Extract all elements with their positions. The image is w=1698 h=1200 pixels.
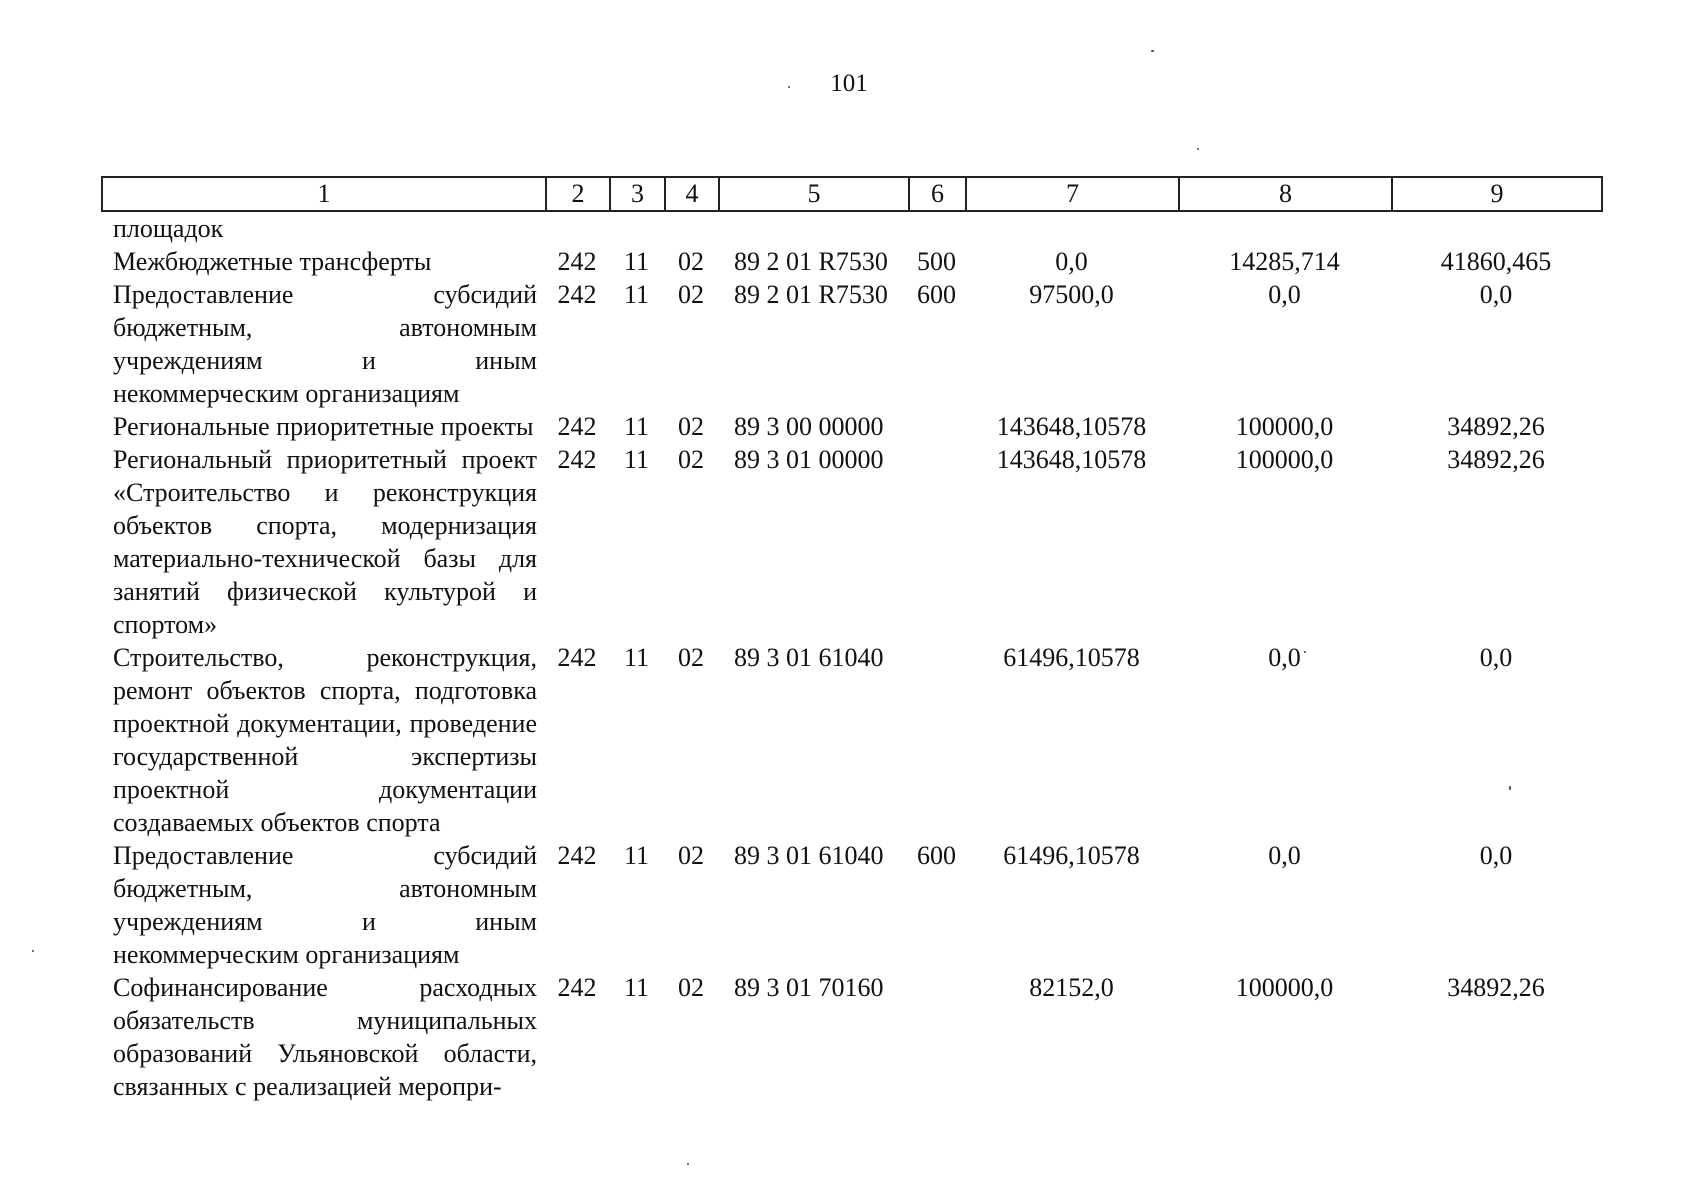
column-header: 7 [966,177,1179,211]
table-row [101,641,1601,839]
row-amount-cell: 41860,465 [1440,247,1552,276]
row-section-cell: 11 [623,643,650,672]
row-amount-cell: 100000,0 [1235,412,1334,441]
row-expense-type-cell: 600 [917,280,956,309]
table-row [101,410,1601,443]
column-header: 2 [546,177,610,211]
table-row [101,443,1601,641]
column-header-row [102,177,1602,211]
row-target-article-cell: 89 3 01 61040 [734,643,884,672]
row-code-cell: 242 [557,445,597,474]
row-expense-type-cell [908,410,965,443]
row-amount-cell: 0,0 [1268,643,1301,672]
row-subsection-cell [664,212,718,245]
row-name-cell: Межбюджетные трансферты [113,247,432,276]
row-name-cell: Софинансирование расходных обязательств муниципальных образований Ульяновской области, связанных с реализацией меропри- [113,973,537,1101]
scan-speck [788,86,790,88]
row-amount-cell: 100000,0 [1235,973,1334,1002]
row-target-article-cell: 89 2 01 R7530 [734,247,888,276]
row-target-article-cell: 89 3 00 00000 [734,412,884,441]
scan-speck [1197,148,1199,150]
row-target-article-cell: 89 3 01 70160 [734,973,884,1002]
row-amount-cell: 0,0 [1268,280,1301,309]
row-subsection-cell: 02 [678,412,704,441]
row-section-cell: 11 [623,412,650,441]
row-amount-cell: 34892,26 [1447,412,1545,441]
row-code-cell: 242 [557,247,597,276]
row-expense-type-cell [908,212,965,245]
column-header: 3 [610,177,665,211]
row-code-cell: 242 [557,643,597,672]
row-amount-cell [965,212,1178,245]
row-code-cell: 242 [557,973,597,1002]
row-target-article-cell: 89 3 01 00000 [734,445,884,474]
row-amount-cell: 100000,0 [1235,445,1334,474]
table-row [101,278,1601,410]
row-section-cell: 11 [623,280,650,309]
row-subsection-cell: 02 [678,280,704,309]
row-name-cell: Региональный приоритетный проект «Строительство и реконструкция объектов спорта, модернизация материально-технической базы для занятий физической культурой и спортом» [113,445,537,639]
row-amount-cell: 61496,10578 [1003,643,1140,672]
row-section-cell: 11 [623,247,650,276]
row-amount-cell: 0,0 [1268,841,1301,870]
row-expense-type-cell [908,641,965,839]
row-section-cell: 11 [623,973,650,1002]
column-header: 6 [909,177,966,211]
row-section-cell [609,212,664,245]
column-header: 5 [719,177,909,211]
row-amount-cell [1178,212,1391,245]
scan-speck [687,1163,689,1165]
row-section-cell: 11 [623,841,650,870]
row-amount-cell: 97500,0 [1029,280,1114,309]
column-header: 1 [102,177,546,211]
column-header: 8 [1179,177,1392,211]
scan-speck [32,950,34,952]
row-amount-cell: 82152,0 [1029,973,1114,1002]
row-code-cell [545,212,609,245]
row-code-cell: 242 [557,412,597,441]
row-amount-cell: 34892,26 [1447,973,1545,1002]
row-expense-type-cell: 600 [917,841,956,870]
row-expense-type-cell [908,443,965,641]
row-amount-cell: 143648,10578 [996,412,1147,441]
column-header-table [101,176,1603,212]
row-subsection-cell: 02 [678,841,704,870]
row-subsection-cell: 02 [678,247,704,276]
table-row [101,245,1601,278]
row-amount-cell: 34892,26 [1447,445,1545,474]
row-amount-cell: 0,0 [1479,841,1513,870]
row-subsection-cell: 02 [678,643,704,672]
row-subsection-cell: 02 [678,445,704,474]
row-amount-cell [1391,212,1601,245]
row-name-cell: Региональные приоритетные проекты [113,412,534,441]
row-amount-cell: 61496,10578 [1003,841,1140,870]
row-subsection-cell: 02 [678,973,704,1002]
table-row [101,212,1601,245]
table-row [101,839,1601,971]
table-row [101,971,1601,1103]
row-expense-type-cell: 500 [917,247,956,276]
row-target-article-cell [718,212,908,245]
column-header: 9 [1392,177,1602,211]
row-expense-type-cell [908,971,965,1103]
row-amount-cell: 0,0 [1479,280,1513,309]
row-amount-cell: 14285,714 [1229,247,1340,276]
row-section-cell: 11 [623,445,650,474]
row-name-cell: Предоставление субсидий бюджетным, автономным учреждениям и иным некоммерческим организациям [113,280,537,408]
row-code-cell: 242 [557,280,597,309]
row-name-cell: Строительство, реконструкция, ремонт объектов спорта, подготовка проектной документации, проведение государственной экспертизы проектной документации создаваемых объектов спорта [113,643,537,837]
row-amount-cell: 0,0 [1055,247,1088,276]
row-target-article-cell: 89 3 01 61040 [734,841,884,870]
page-number: 101 [830,70,868,97]
row-amount-cell: 143648,10578 [996,445,1147,474]
column-header: 4 [665,177,719,211]
row-amount-cell: 0,0 [1479,643,1513,672]
row-name-cell: Предоставление субсидий бюджетным, автономным учреждениям и иным некоммерческим организациям [113,841,537,969]
budget-table-body [101,212,1601,1103]
row-target-article-cell: 89 2 01 R7530 [734,280,888,309]
row-code-cell: 242 [557,841,597,870]
scan-speck [1151,50,1154,52]
row-name-cell: площадок [113,214,224,243]
